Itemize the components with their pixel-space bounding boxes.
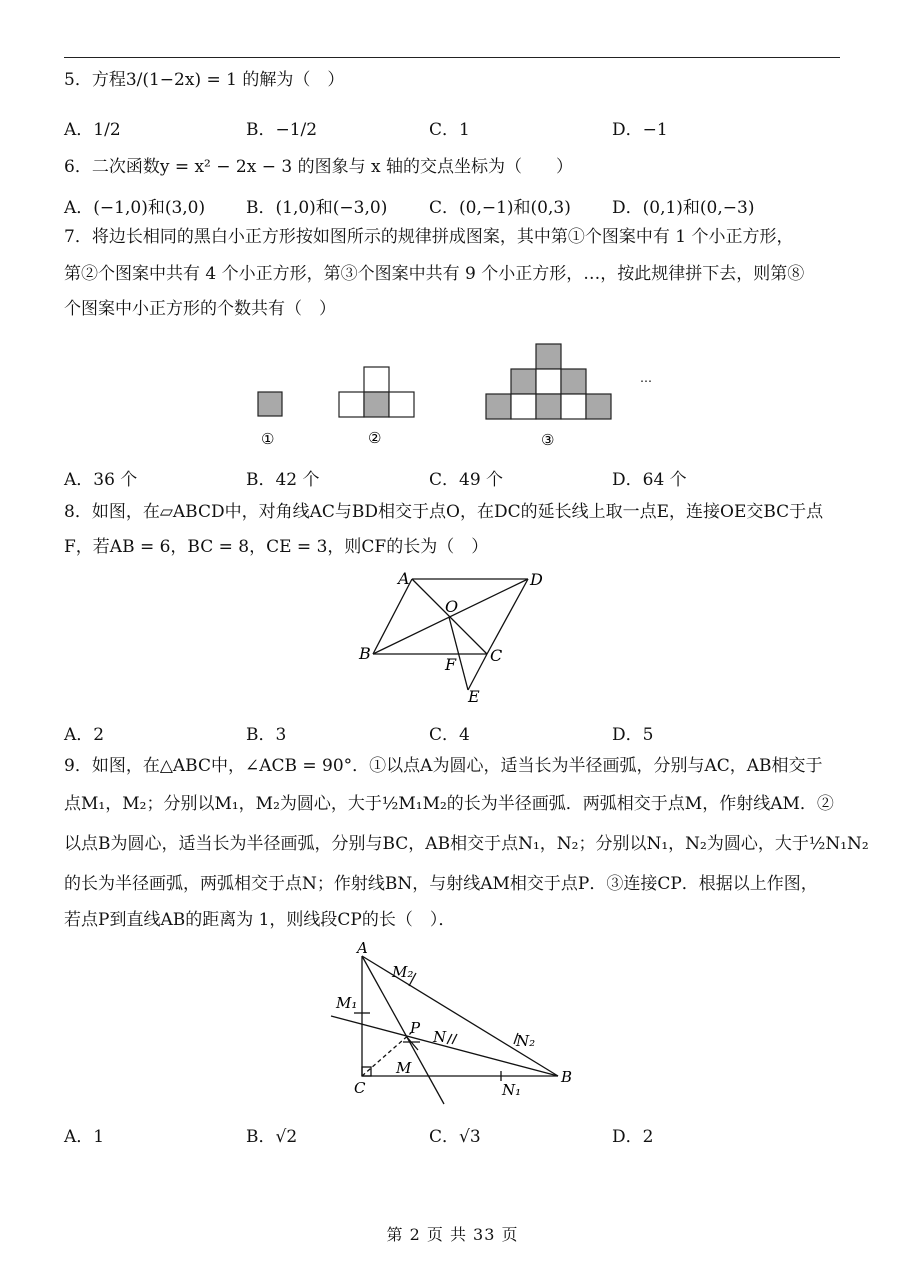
q9-label-n1: N₁ <box>502 1081 522 1099</box>
q9-label-m: M <box>396 1059 412 1077</box>
q7-options <box>64 468 840 492</box>
q9-label-c: C <box>354 1079 366 1097</box>
q8-parallelogram-figure <box>350 562 560 708</box>
q8-label-e: E <box>468 687 480 706</box>
q7-p1-square <box>258 392 282 416</box>
q8-label-b: B <box>359 644 371 663</box>
q8-label-f: F <box>445 655 457 674</box>
q7-option-a: A．36 个 <box>64 470 138 490</box>
q7-p3-square <box>561 369 586 394</box>
q7-option-b: B．42 个 <box>246 470 320 490</box>
q9-stem-line-2: 点M₁，M₂；分别以M₁，M₂为圆心，大于½M₁M₂的长为半径画弧．两弧相交于点M，作射线AM．② <box>64 794 834 814</box>
q8-stem-line-1: 8．如图，在▱ABCD中，对角线AC与BD相交于点O，在DC的延长线上取一点E，连接OE交BC于点 <box>64 502 824 522</box>
q7-p3-square <box>511 394 536 419</box>
q9-stem-line-5: 若点P到直线AB的距离为 1，则线段CP的长（ ）． <box>64 910 456 930</box>
q9-label-b: B <box>561 1068 573 1086</box>
q8-label-o: O <box>445 597 459 616</box>
q8-option-b: B．3 <box>246 725 287 745</box>
q7-p2-square <box>389 392 414 417</box>
q6-option-c: C．(0,−1)和(0,3) <box>429 198 571 218</box>
q7-p3-square <box>536 394 561 419</box>
q9-stem-line-4: 的长为半径画弧，两弧相交于点N；作射线BN，与射线AM相交于点P．③连接CP．根据以上作图， <box>64 874 818 894</box>
q7-pattern-figure <box>250 338 670 456</box>
header-rule <box>64 57 840 58</box>
q7-p3-square <box>561 394 586 419</box>
q7-stem-line-2: 第②个图案中共有 4 个小正方形，第③个图案中共有 9 个小正方形，…，按此规律拼下去，则第⑧ <box>64 264 805 284</box>
q9-option-b: B．√2 <box>246 1127 298 1147</box>
q8-stem-line-2: F，若AB = 6，BC = 8，CE = 3，则CF的长为（ ） <box>64 537 489 557</box>
q9-label-p: P <box>410 1019 421 1037</box>
q7-p2-square-top <box>364 367 389 392</box>
q7-label-1: ① <box>261 430 275 448</box>
q6-options <box>64 196 840 220</box>
q5-stem: 5．方程3/(1−2x) = 1 的解为（ ） <box>64 70 345 90</box>
q5-option-a: A．1/2 <box>64 120 121 140</box>
q9-label-n: N <box>433 1028 447 1046</box>
q9-options <box>64 1125 840 1149</box>
q6-option-a: A．(−1,0)和(3,0) <box>64 198 206 218</box>
q7-label-2: ② <box>368 429 382 447</box>
q8-options <box>64 723 840 747</box>
q7-p2-square <box>364 392 389 417</box>
q5-option-d: D．−1 <box>612 120 668 140</box>
q7-stem-line-1: 7．将边长相同的黑白小正方形按如图所示的规律拼成图案，其中第①个图案中有 1 个小正方形， <box>64 227 794 247</box>
q7-p3-square <box>586 394 611 419</box>
q9-option-d: D．2 <box>612 1127 654 1147</box>
q7-p3-square <box>536 344 561 369</box>
q6-stem: 6．二次函数y = x² − 2x − 3 的图象与 x 轴的交点坐标为（ ） <box>64 157 573 177</box>
q7-p3-square <box>486 394 511 419</box>
q9-label-m1: M₁ <box>336 994 358 1012</box>
q9-triangle-figure <box>326 938 586 1108</box>
q8-label-d: D <box>530 570 543 589</box>
q9-label-a: A <box>357 939 368 957</box>
q7-stem-line-3: 个图案中小正方形的个数共有（ ） <box>64 299 336 319</box>
q8-option-d: D．5 <box>612 725 654 745</box>
q8-label-a: A <box>398 569 410 588</box>
q9-option-c: C．√3 <box>429 1127 481 1147</box>
q7-option-c: C．49 个 <box>429 470 504 490</box>
q7-p3-square <box>536 369 561 394</box>
q6-option-b: B．(1,0)和(−3,0) <box>246 198 388 218</box>
q7-p3-square <box>511 369 536 394</box>
q9-label-m2: M₂ <box>392 963 414 981</box>
q7-label-3: ③ <box>541 431 555 449</box>
q6-option-d: D．(0,1)和(0,−3) <box>612 198 755 218</box>
q5-options <box>64 118 840 142</box>
q5-option-c: C．1 <box>429 120 470 140</box>
q8-label-c: C <box>490 646 503 665</box>
q9-stem-line-1: 9．如图，在△ABC中，∠ACB = 90°．①以点A为圆心，适当长为半径画弧，分别与AC，AB相交于 <box>64 756 823 776</box>
q9-stem-line-3: 以点B为圆心，适当长为半径画弧，分别与BC，AB相交于点N₁，N₂；分别以N₁，N₂为圆心，大于½N₁N₂ <box>64 834 869 854</box>
q7-p2-square <box>339 392 364 417</box>
q9-label-n2: N₂ <box>516 1032 536 1050</box>
q8-option-a: A．2 <box>64 725 105 745</box>
page-footer: 第 2 页 共 33 页 <box>386 1225 519 1244</box>
q7-ellipsis: … <box>640 371 652 385</box>
q5-option-b: B．−1/2 <box>246 120 318 140</box>
q9-option-a: A．1 <box>64 1127 105 1147</box>
q7-option-d: D．64 个 <box>612 470 687 490</box>
q8-option-c: C．4 <box>429 725 470 745</box>
